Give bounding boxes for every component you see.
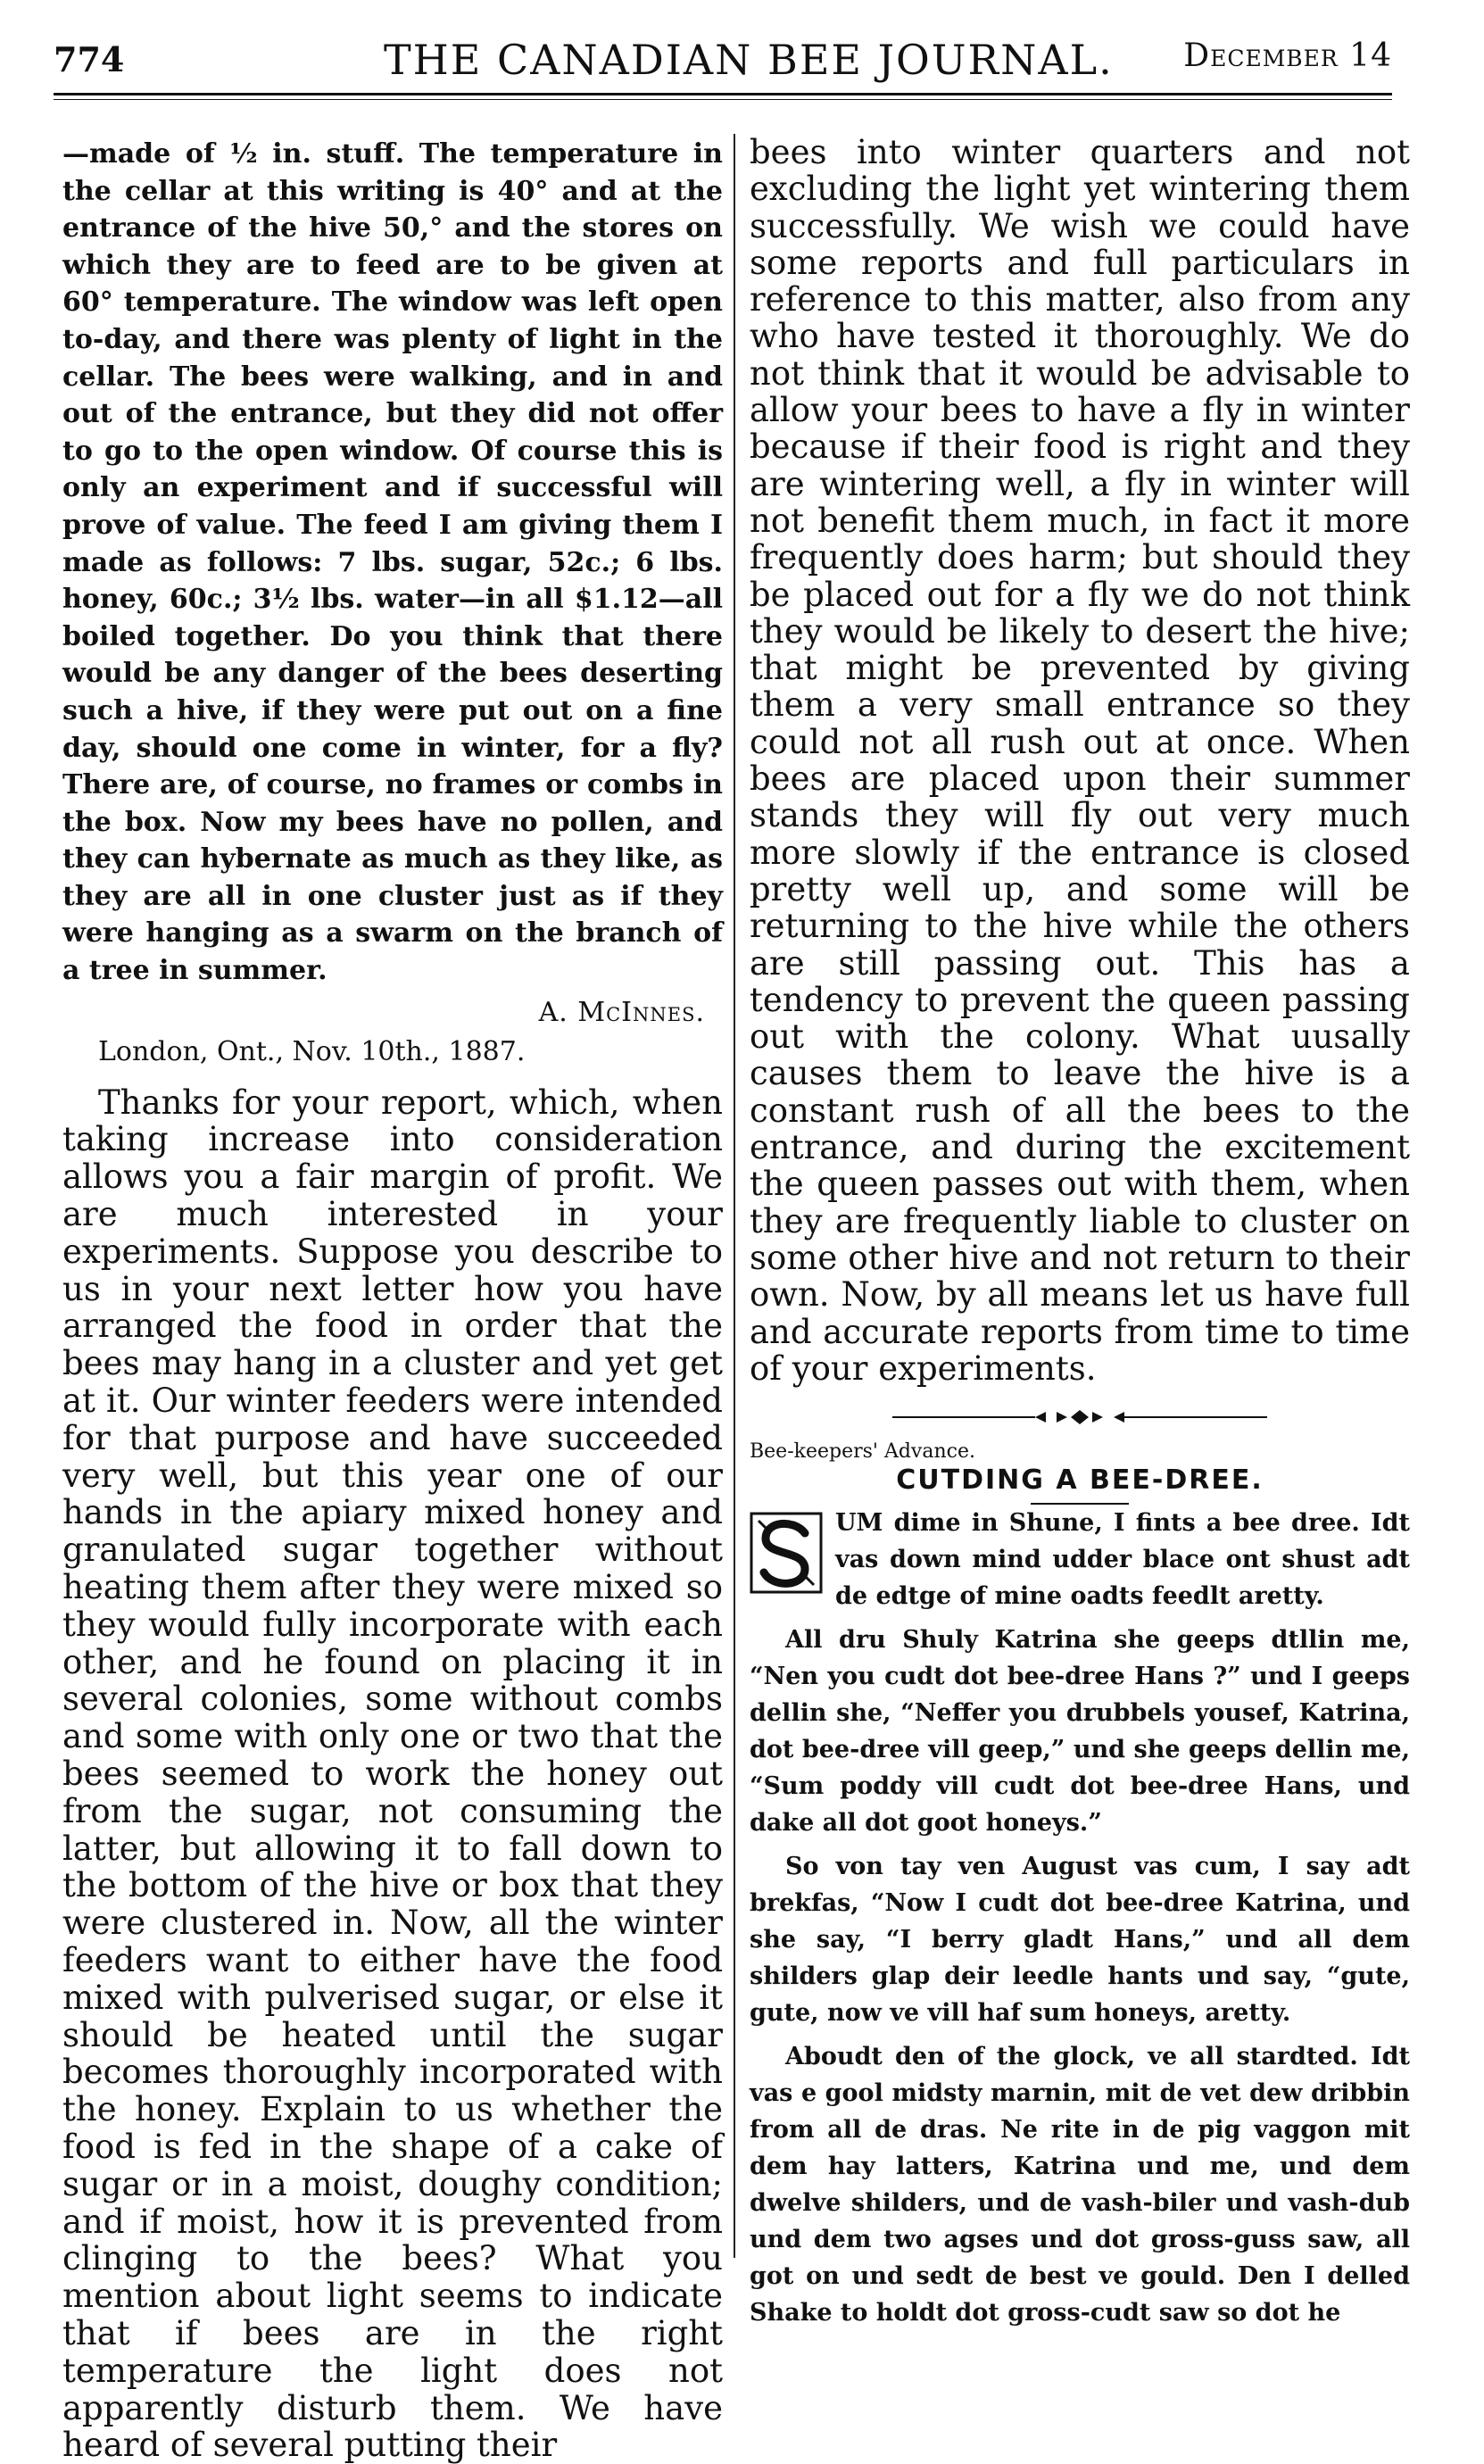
header-rule-thin: [54, 99, 1392, 100]
header-rule-thick: [54, 93, 1392, 95]
left-column: [62, 136, 723, 2464]
article-paragraph: All dru Shuly Katrina she geeps dtllin me, “Nen you cudt dot bee-dree Hans ?” und I geeps dellin she, “Neffer you drubbels yousef, Katrina, dot bee-dree vill geep,” und she geeps dellin me, “Sum poddy vill cudt dot bee-dree Hans, und dake all dot goot honeys.”: [750, 1626, 1410, 1838]
column-divider: [734, 134, 735, 2258]
page-number: 774: [54, 39, 125, 79]
letter-paragraph: —made of ½ in. stuff. The temperature in the cellar at this writing is 40° and at the entrance of the hive 50,° and the stores on which they are to feed are to be given at 60° temperature. The window was left open to-day, and there was plenty of light in the cellar. The bees were walking, and in and out of the entrance, but they did not offer to go to the open window. Of course this is only an experiment and if successful will prove of value. The feed I am giving them I made as follows: 7 lbs. sugar, 52c.; 6 lbs. honey, 60c.; 3½ lbs. water—in all $1.12—all boiled together. Do you think that there would be any danger of the bees deserting such a hive, if they were put out on a fine day, should one come in winter, for a fly? There are, of course, no frames or combs in the box. Now my bees have no pollen, and they can hybernate as much as they like, as they are all in one cluster just as if they were hanging as a swarm on the branch of a tree in summer.: [62, 138, 723, 987]
page-header: [54, 32, 1392, 95]
drop-cap-ornament: [750, 1512, 823, 1594]
article-first-paragraph: [750, 1505, 1410, 1614]
letter-dateline: London, Ont., Nov. 10th., 1887.: [98, 1035, 526, 1067]
article-source: Bee-keepers' Advance.: [750, 1440, 975, 1464]
article-paragraph: So von tay ven August vas cum, I say adt brekfas, “Now I cudt dot bee-dree Katrina, und she say, “I berry gladt Hans,” und all dem shilders glap deir leedle hants und say, “gute, gute, now ve vill haf sum honeys, aretty.: [750, 1853, 1410, 2028]
letter-signature: A. McInnes.: [538, 996, 705, 1028]
editor-reply-part-1: Thanks for your report, which, when taking increase into consideration allows you a fair margin of profit. We are much interested in your experiments. Suppose you describe to us in your next letter how you have arranged the food in order that the bees may hang in a cluster and yet get at it. Our winter feeders were intended for that purpose and have succeeded very well, but this year one of our hands in the apiary mixed honey and granulated sugar together without heating them after they were mixed so they would fully incorporate with each other, and he found on placing it in several colonies, some without combs and some with only one or two that the bees seemed to work the honey out from the sugar, not consuming the latter, but allowing it to fall down to the bottom of the hive or box that they were clustered in. Now, all the winter feeders want to either have the food mixed with pulverised sugar, or else it should be heated until the sugar becomes thoroughly incorporated with the honey. Explain to us whether the food is fed in the shape of a cake of sugar or in a moist, doughy condition; and if moist, how it is prevented from clinging to the bees? What you mention about light seems to indicate that if bees are in the right temperature the light does not apparently disturb them. We have heard of several putting their: [62, 1083, 723, 2464]
article-first-paragraph-text: UM dime in Shune, I fints a bee dree. Idt vas down mind udder blace ont shust adt de edtge of mine oadts feedlt aretty.: [835, 1509, 1410, 1611]
journal-title: THE CANADIAN BEE JOURNAL.: [384, 36, 1114, 84]
article-title: CUTDING A BEE-DREE.: [896, 1464, 1264, 1497]
right-column: [750, 134, 1410, 2331]
issue-date: December 14: [1183, 37, 1392, 74]
article-paragraph: Aboudt den of the glock, ve all stardted. Idt vas e gool midsty marnin, mit de vet dew dribbin from all de dras. Ne rite in de pig vaggon mit dem hay latters, Katrina und me, und dem dwelve shilders, und de vash-biler und vash-dub und dem two agses und dot gross-guss saw, all got on und sedt de best ve gould. Den I delled Shake to holdt dot gross-cudt saw so dot he: [750, 2043, 1410, 2327]
article-body: [750, 1505, 1410, 2331]
section-ornament-divider: [892, 1406, 1267, 1428]
editor-reply-part-2: bees into winter quarters and not excluding the light yet wintering them successfully. We wish we could have some reports and full particulars in reference to this matter, also from any who have tested it thoroughly. We do not think that it would be advisable to allow your bees to have a fly in winter because if their food is right and they are wintering well, a fly in winter will not benefit them much, in fact it more frequently does harm; but should they be placed out for a fly we do not think they would be likely to desert the hive; that might be prevented by giving them a very small entrance so they could not all rush out at once. When bees are placed upon their summer stands they will fly out very much more slowly if the entrance is closed pretty well up, and some will be returning to the hive while the others are still passing out. This has a tendency to prevent the queen passing out with the colony. What uusally causes them to leave the hive is a constant rush of all the bees to the entrance, and during the excitement the queen passes out with them, when they are frequently liable to cluster on some other hive and not return to their own. Now, by all means let us have full and accurate reports from time to time of your experiments.: [750, 133, 1410, 1388]
reader-letter: [62, 136, 723, 1072]
